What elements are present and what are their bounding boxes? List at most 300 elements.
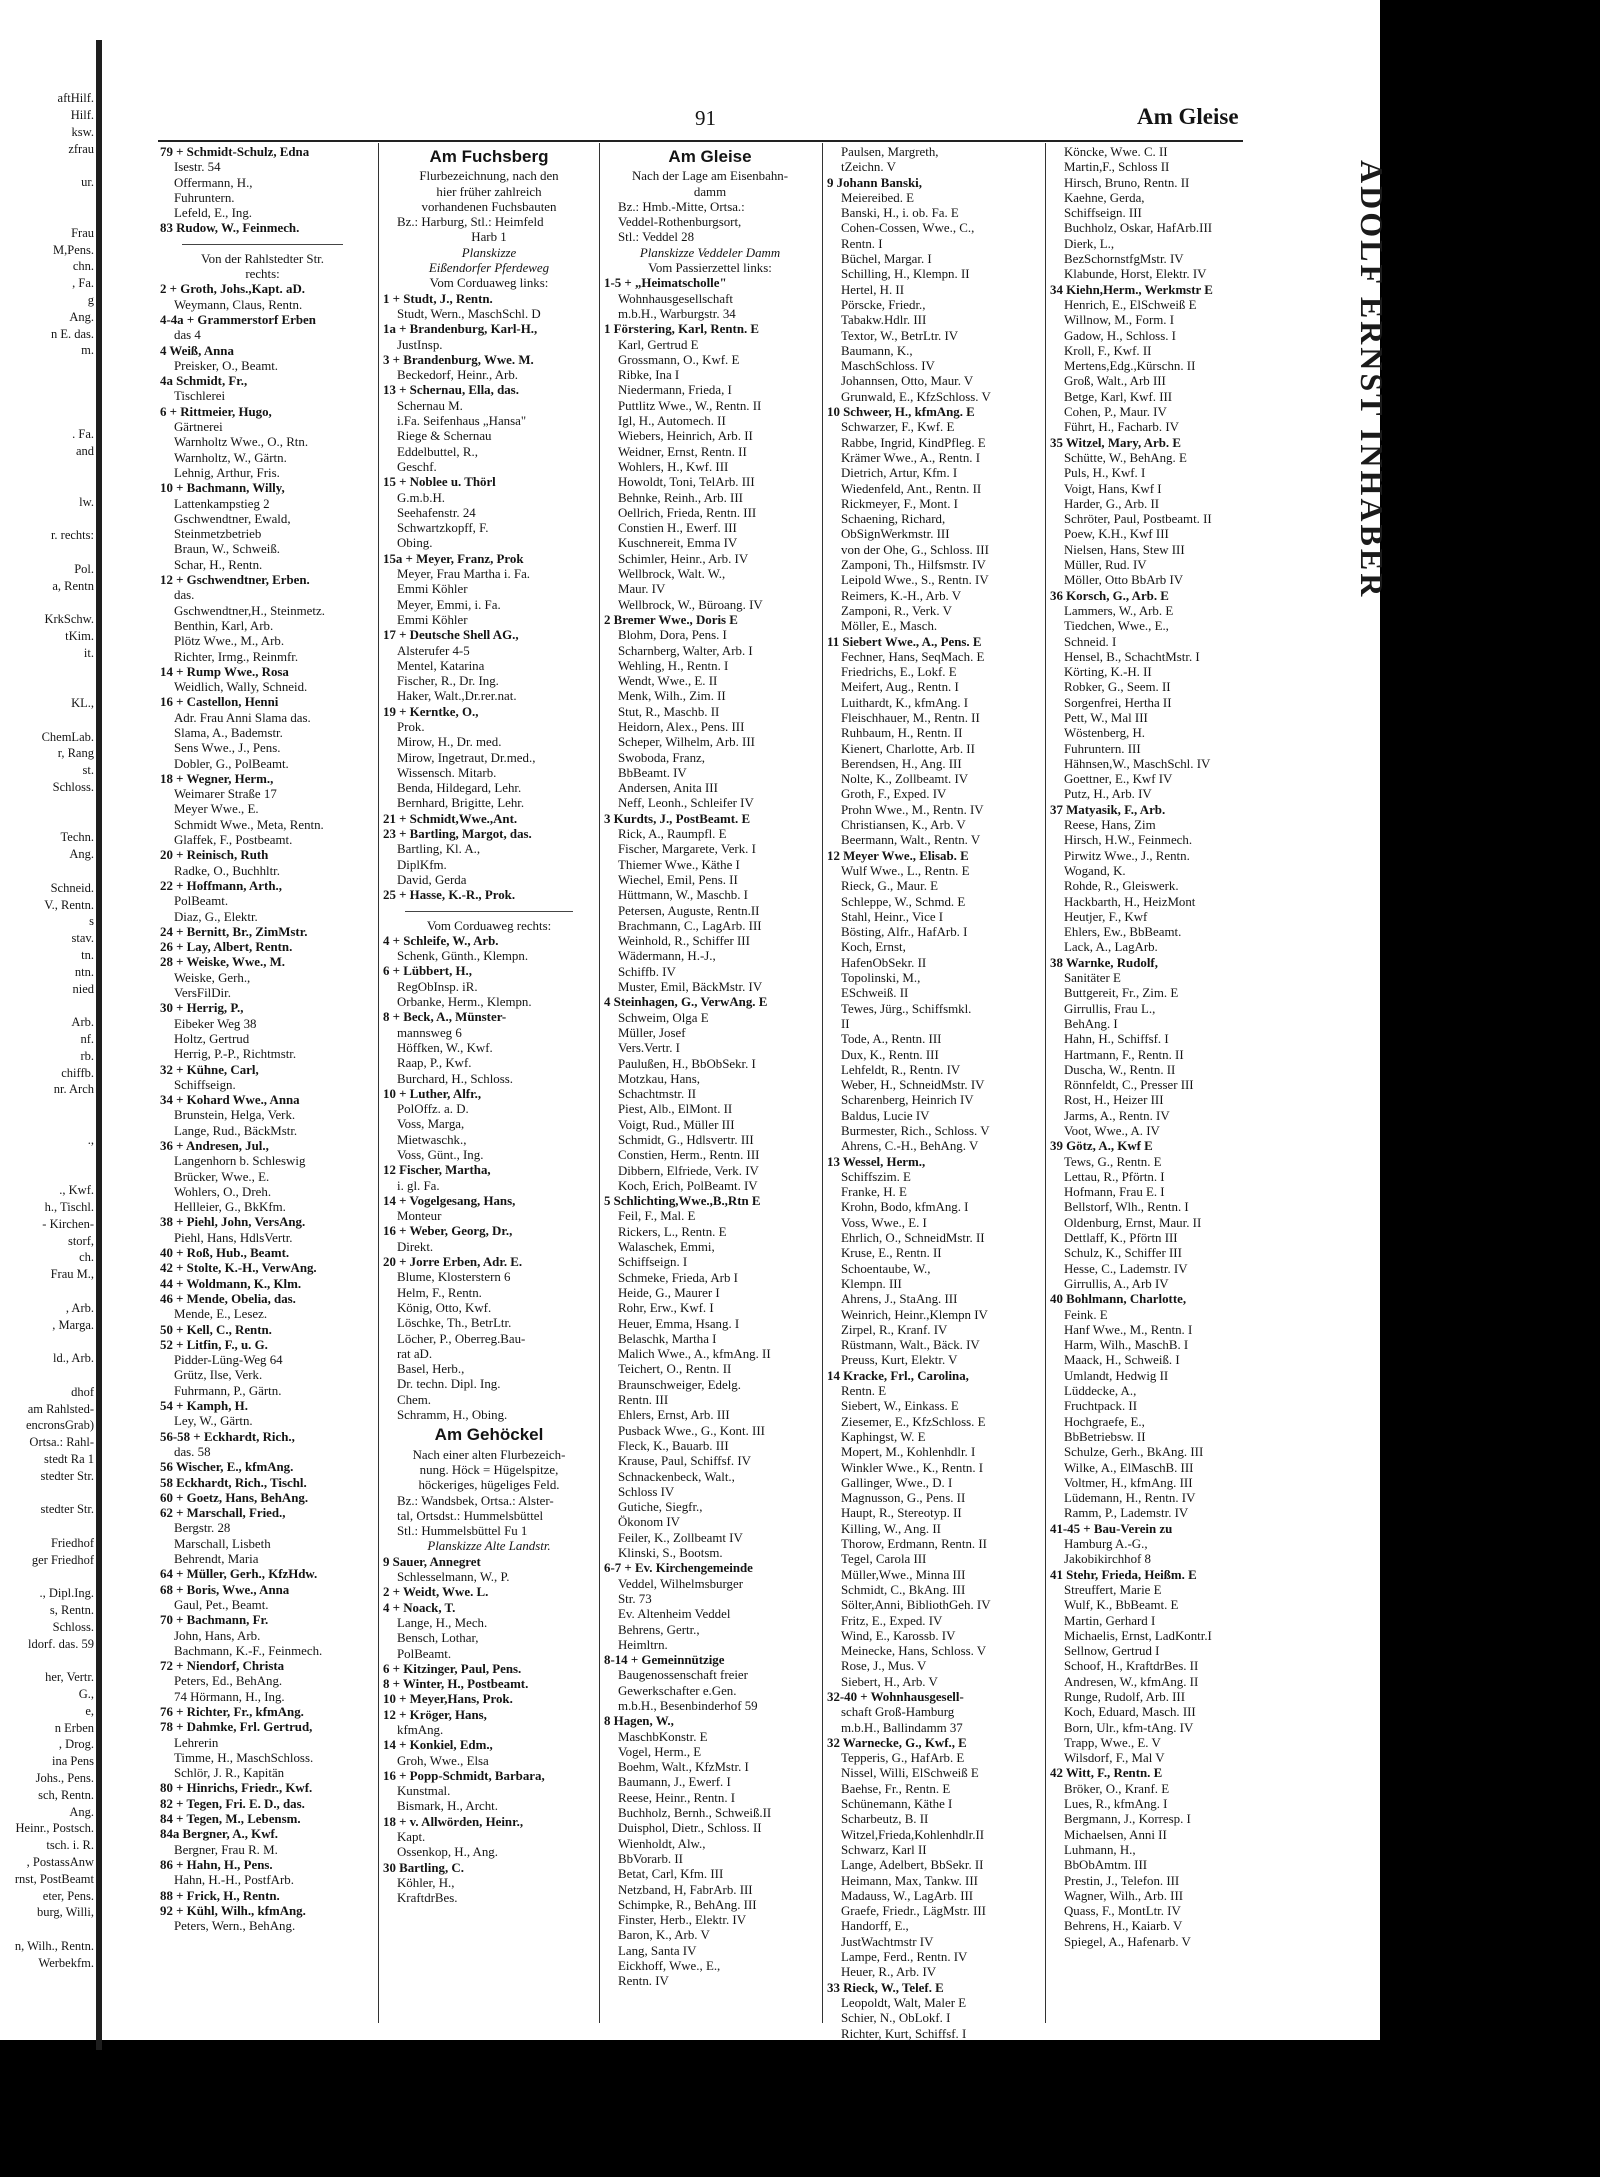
resident-line: Rost, H., Heizer III xyxy=(1064,1093,1164,1108)
strip-line: rb. xyxy=(80,1048,94,1063)
resident-line: Hellleier, G., BkKfm. xyxy=(174,1200,286,1215)
resident-line: Reese, Hans, Zim xyxy=(1064,818,1156,833)
resident-line: Müller,Wwe., Minna III xyxy=(841,1567,966,1582)
resident-line: Benthin, Karl, Arb. xyxy=(174,618,274,633)
house-entry: 52 + Litfin, F., u. G. xyxy=(160,1337,268,1352)
strip-line xyxy=(0,208,94,225)
resident-line: Vom Corduaweg links: xyxy=(429,276,549,291)
strip-line: Schneid. xyxy=(50,880,94,895)
strip-line xyxy=(0,158,94,175)
resident-line: Haupt, R., Stereotyp. II xyxy=(841,1506,962,1521)
resident-line: Heimltrn. xyxy=(618,1637,668,1652)
strip-line xyxy=(0,359,94,376)
resident-line: Heuer, R., Arb. IV xyxy=(841,1965,937,1980)
resident-line: Gschwendtner,H., Steinmetz. xyxy=(174,603,325,618)
resident-line: David, Gerda xyxy=(397,872,467,887)
resident-line: ESchweiß. II xyxy=(841,986,909,1001)
resident-line: Schwarzer, F., Kwf. E xyxy=(841,420,955,435)
resident-line: John, Hans, Arb. xyxy=(174,1628,261,1643)
resident-line: Hensel, B., SchachtMstr. I xyxy=(1064,649,1200,664)
resident-line: PolBeamt. xyxy=(174,894,229,909)
strip-line: and xyxy=(75,444,94,459)
resident-line: Piest, Alb., ElMont. II xyxy=(618,1102,733,1117)
resident-line: Thiemer Wwe., Käthe I xyxy=(618,857,740,872)
house-entry: 14 + Rump Wwe., Rosa xyxy=(160,664,289,679)
resident-line: Brachmann, C., LagArb. III xyxy=(618,918,762,933)
house-entry: 8 + Winter, H., Postbeamt. xyxy=(383,1677,529,1692)
resident-line: Ökonom IV xyxy=(618,1515,680,1530)
resident-line: Vom Passierzettel links: xyxy=(648,261,772,276)
house-entry: 12 + Kröger, Hans, xyxy=(383,1707,487,1722)
resident-line: Maur. IV xyxy=(618,582,666,597)
resident-line: Dierk, L., xyxy=(1064,236,1115,251)
resident-line: Schmidt, G., Hdlsvertr. III xyxy=(618,1133,754,1147)
resident-line: Stahl, Heinr., Vice I xyxy=(841,909,944,924)
resident-line: Harder, G., Arb. II xyxy=(1064,496,1160,511)
house-entry: 17 + Deutsche Shell AG., xyxy=(383,628,519,643)
resident-line: Preuss, Kurt, Elektr. V xyxy=(841,1353,958,1368)
resident-line: Rentn. I xyxy=(841,236,883,251)
running-head: Am Gleise xyxy=(1137,104,1239,129)
house-entry: 39 Götz, A., Kwf E xyxy=(1050,1139,1153,1154)
resident-line: damm xyxy=(693,184,727,199)
house-entry: 15 + Noblee u. Thörl xyxy=(383,475,496,490)
resident-line: Reimers, K.-H., Arb. V xyxy=(841,588,962,603)
resident-line: II xyxy=(841,1016,850,1031)
resident-line: Buchholz, Bernh., Schweiß.II xyxy=(618,1806,772,1821)
resident-line: Timme, H., MaschSchloss. xyxy=(174,1750,314,1765)
strip-line: nied xyxy=(72,981,94,996)
house-entry: 1a + Brandenburg, Karl-H., xyxy=(383,322,538,337)
resident-line: Lammers, W., Arb. E xyxy=(1064,603,1174,618)
house-entry: 18 + Wegner, Herm., xyxy=(160,771,274,786)
street-heading: Am Fuchsberg xyxy=(429,147,549,166)
resident-line: Thorow, Erdmann, Rentn. II xyxy=(841,1537,987,1552)
resident-line: Isestr. 54 xyxy=(174,160,221,175)
house-entry: 62 + Marschall, Fried., xyxy=(160,1506,286,1521)
resident-line: Lehfeldt, R., Rentn. IV xyxy=(841,1062,961,1077)
resident-line: Voigt, Hans, Kwf I xyxy=(1064,481,1162,496)
resident-line: Lack, A., LagArb. xyxy=(1064,940,1158,955)
house-entry: 16 + Castellon, Henni xyxy=(160,695,279,710)
strip-line xyxy=(0,393,94,410)
resident-line: Beermann, Walt., Rentn. V xyxy=(841,833,981,848)
resident-line: Heide, G., Maurer I xyxy=(618,1285,720,1300)
resident-line: Schiffseign. I xyxy=(618,1255,688,1270)
resident-line: Rabbe, Ingrid, KindPfleg. E xyxy=(841,435,986,450)
house-entry: 25 + Hasse, K.-R., Prok. xyxy=(383,888,516,903)
resident-line: Löcher, P., Oberreg.Bau- xyxy=(397,1331,526,1346)
strip-line xyxy=(0,1333,94,1350)
resident-line: Leipold Wwe., S., Rentn. IV xyxy=(841,573,989,588)
strip-line: am Rahlsted- xyxy=(27,1401,94,1416)
house-entry: 64 + Müller, Gerh., KfzHdw. xyxy=(160,1567,318,1582)
resident-line: Zamponi, R., Verk. V xyxy=(841,603,952,618)
resident-line: Pirwitz Wwe., J., Rentn. xyxy=(1064,848,1190,863)
strip-line: stedter Str. xyxy=(40,1502,94,1517)
house-entry: 79 + Schmidt-Schulz, Edna xyxy=(160,145,310,159)
house-entry: 32 Warnecke, G., Kwf., E xyxy=(827,1735,967,1750)
resident-line: Goettner, E., Kwf IV xyxy=(1064,772,1173,787)
resident-line: Friedrichs, E., Lokf. E xyxy=(841,665,957,680)
house-entry: 20 + Jorre Erben, Adr. E. xyxy=(383,1255,523,1270)
resident-line: Nissel, Willi, ElSchweiß E xyxy=(841,1766,979,1781)
resident-line: Ramm, P., Lademstr. IV xyxy=(1064,1506,1189,1521)
resident-line: Behrens, H., Kaiarb. V xyxy=(1064,1919,1183,1934)
resident-line: Swoboda, Franz, xyxy=(618,750,705,765)
resident-line: Höffken, W., Kwf. xyxy=(397,1040,493,1055)
resident-line: Wienholdt, Alw., xyxy=(618,1836,706,1851)
strip-line: encronsGrab) xyxy=(25,1418,94,1433)
resident-line: Zamponi, Th., Hilfsmstr. IV xyxy=(841,558,986,573)
resident-line: Feiler, K., Zollbeamt IV xyxy=(618,1530,743,1545)
resident-line: Bz.: Harburg, Stl.: Heimfeld xyxy=(397,215,544,230)
house-entry: 26 + Lay, Albert, Rentn. xyxy=(160,940,293,955)
strip-line: Werbekfm. xyxy=(38,1955,94,1970)
house-entry: 37 Matyasik, F., Arb. xyxy=(1050,802,1166,817)
strip-line: ur. xyxy=(81,175,94,190)
resident-line: Weymann, Claus, Rentn. xyxy=(174,297,303,312)
house-entry: 10 + Luther, Alfr., xyxy=(383,1086,482,1101)
resident-line: Veddel-Rothenburgsort, xyxy=(618,215,742,230)
resident-line: Heuer, Emma, Hsang. I xyxy=(618,1316,740,1331)
resident-line: rechts: xyxy=(245,267,280,282)
resident-line: Chem. xyxy=(397,1392,432,1407)
resident-line: Glaffek, F., Postbeamt. xyxy=(174,833,293,848)
strip-line: Techn. xyxy=(60,830,94,845)
resident-line: Bergmann, J., Korresp. I xyxy=(1064,1812,1191,1827)
strip-line: stedter Str. xyxy=(40,1468,94,1483)
strip-line xyxy=(0,1921,94,1938)
strip-line: a, Rentn xyxy=(52,578,94,593)
strip-line xyxy=(0,1653,94,1670)
house-entry: 78 + Dahmke, Frl. Gertrud, xyxy=(160,1720,313,1735)
house-entry: 13 Wessel, Herm., xyxy=(827,1154,926,1169)
strip-line xyxy=(0,544,94,561)
strip-line xyxy=(0,1149,94,1166)
resident-line: Ahrens, C.-H., BehAng. V xyxy=(841,1139,979,1154)
house-entry: 84a Bergner, A., Kwf. xyxy=(160,1827,279,1842)
resident-line: i.Fa. Seifenhaus „Hansa" xyxy=(397,414,527,429)
resident-line: Petersen, Auguste, Rentn.II xyxy=(618,903,760,918)
strip-line: ksw. xyxy=(71,124,94,139)
resident-line: Ehrlich, O., SchneidMstr. II xyxy=(841,1231,985,1246)
resident-line: Baugenossenschaft freier xyxy=(618,1668,748,1683)
strip-line: Ortsa.: Rahl- xyxy=(29,1435,94,1450)
resident-line: Rüstmann, Walt., Bäck. IV xyxy=(841,1338,980,1353)
house-entry: 12 Meyer Wwe., Elisab. E xyxy=(827,848,969,863)
house-entry: 16 + Weber, Georg, Dr., xyxy=(383,1224,513,1239)
resident-line: Constien, Herm., Rentn. III xyxy=(618,1148,760,1163)
resident-line: Pörscke, Friedr., xyxy=(841,297,926,312)
resident-line: Reese, Heinr., Rentn. I xyxy=(618,1790,736,1805)
resident-line: MaschbKonstr. E xyxy=(618,1729,708,1744)
resident-line: Paulsen, Margreth, xyxy=(841,145,939,159)
resident-line: Michaelis, Ernst, LadKontr.I xyxy=(1064,1628,1212,1643)
section-divider xyxy=(182,244,343,245)
resident-line: Heutjer, F., Kwf xyxy=(1064,909,1148,924)
resident-line: Nach einer alten Flurbezeich- xyxy=(412,1447,566,1462)
resident-line: Wehling, H., Rentn. I xyxy=(618,658,729,673)
strip-line: tn. xyxy=(81,948,94,963)
resident-line: Ehlers, Ew., BbBeamt. xyxy=(1064,925,1182,940)
resident-line: Weinrich, Heinr.,Klempn IV xyxy=(841,1307,988,1322)
strip-line: G., xyxy=(78,1687,94,1702)
resident-line: Tews, G., Rentn. E xyxy=(1064,1154,1162,1169)
house-entry: 4 Steinhagen, G., VerwAng. E xyxy=(604,995,768,1010)
strip-line: Heinr., Postsch. xyxy=(15,1821,94,1836)
house-entry: 4 Weiß, Anna xyxy=(160,343,234,358)
resident-line: Schütte, W., BehAng. E xyxy=(1064,450,1187,465)
house-entry: 60 + Goetz, Hans, BehAng. xyxy=(160,1490,309,1505)
resident-line: Meyer Wwe., E. xyxy=(174,802,259,817)
house-entry: 6 + Lübbert, H., xyxy=(383,964,472,979)
resident-line: Krause, Paul, Schiffsf. IV xyxy=(618,1454,751,1469)
resident-line: Bz.: Hmb.-Mitte, Ortsa.: xyxy=(618,199,745,214)
resident-line: Basel, Herb., xyxy=(397,1362,465,1377)
resident-line: Brücker, Wwe., E. xyxy=(174,1169,270,1184)
strip-line: it. xyxy=(83,645,94,660)
resident-line: Str. 73 xyxy=(618,1591,652,1606)
resident-line: Blohm, Dora, Pens. I xyxy=(618,628,727,643)
resident-line: Wiechel, Emil, Pens. II xyxy=(618,872,738,887)
resident-line: Fuhruntern. xyxy=(174,190,235,205)
column-5 xyxy=(1050,145,1250,2035)
strip-line: ch. xyxy=(79,1250,94,1265)
resident-line: schaft Groß-Hamburg xyxy=(841,1705,955,1720)
resident-line: Sanitäter E xyxy=(1064,971,1121,986)
strip-line xyxy=(0,1165,94,1182)
resident-line: Nach der Lage am Eisenbahn- xyxy=(631,169,789,184)
resident-line: Dobler, G., PolBeamt. xyxy=(174,756,289,771)
resident-line: DiplKfm. xyxy=(397,857,447,872)
resident-line: Veddel, Wilhelmsburger xyxy=(618,1576,744,1591)
resident-line: Dettlaff, K., Pförtn III xyxy=(1064,1231,1178,1246)
resident-line: Gutiche, Siegfr., xyxy=(618,1500,703,1515)
house-entry: 80 + Hinrichs, Friedr., Kwf. xyxy=(160,1781,313,1796)
resident-line: Emmi Köhler xyxy=(397,582,468,597)
strip-line: chn. xyxy=(72,259,94,274)
resident-line: Riege & Schernau xyxy=(397,429,492,444)
house-entry: 41-45 + Bau-Verein zu xyxy=(1050,1521,1173,1536)
strip-line: Schloss. xyxy=(52,780,94,795)
house-entry: 8 + Beck, A., Münster- xyxy=(383,1010,507,1025)
house-entry: 11 Siebert Wwe., A., Pens. E xyxy=(827,634,982,649)
resident-line: Girrullis, Frau L., xyxy=(1064,1001,1156,1016)
resident-line: Stl.: Veddel 28 xyxy=(618,230,695,245)
strip-line: lw. xyxy=(79,494,94,509)
house-entry: 1 + Studt, J., Rentn. xyxy=(383,291,493,306)
house-entry: 72 + Niendorf, Christa xyxy=(160,1659,285,1674)
column-2 xyxy=(383,145,595,2035)
strip-line: chiffb. xyxy=(61,1065,94,1080)
house-entry: 8-14 + Gemeinnützige xyxy=(604,1653,725,1668)
resident-line: Bergstr. 28 xyxy=(174,1521,231,1536)
house-entry: 6 + Kitzinger, Paul, Pens. xyxy=(383,1661,522,1676)
resident-line: Diaz, G., Elektr. xyxy=(174,909,258,924)
resident-line: Rickers, L., Rentn. E xyxy=(618,1224,727,1239)
resident-line: Witzel,Frieda,Kohlenhdlr.II xyxy=(841,1827,985,1842)
resident-line: Kroll, F., Kwf. II xyxy=(1064,343,1152,358)
strip-line: Johs., Pens. xyxy=(35,1771,94,1786)
resident-line: Netzband, H, FabrArb. III xyxy=(618,1882,753,1897)
resident-line: Schünemann, Käthe I xyxy=(841,1797,953,1812)
strip-line xyxy=(0,376,94,393)
resident-line: Helm, F., Rentn. xyxy=(397,1285,482,1300)
resident-line: JustInsp. xyxy=(397,337,443,352)
house-entry: 41 Stehr, Frieda, Heißm. E xyxy=(1050,1567,1197,1582)
resident-line: RegObInsp. iR. xyxy=(397,979,478,994)
resident-line: Lefeld, E., Ing. xyxy=(174,206,253,221)
house-entry: 54 + Kamph, H. xyxy=(160,1399,248,1414)
resident-line: Meyer, Emmi, i. Fa. xyxy=(397,597,501,612)
resident-line: Prestin, J., Telefon. III xyxy=(1064,1873,1180,1888)
strip-line: r, Rang xyxy=(57,746,94,761)
resident-line: Löschke, Th., BetrLtr. xyxy=(397,1316,512,1331)
resident-line: Luithardt, K., kfmAng. I xyxy=(841,695,969,710)
resident-line: Haker, Walt.,Dr.rer.nat. xyxy=(397,689,517,704)
resident-line: Runge, Rudolf, Arb. III xyxy=(1064,1689,1186,1704)
resident-line: Hirsch, H.W., Feinmech. xyxy=(1064,833,1193,848)
resident-line: Gschwendtner, Ewald, xyxy=(174,511,291,526)
book-gutter xyxy=(96,40,102,2050)
resident-line: Planskizze Veddeler Damm xyxy=(639,245,781,260)
strip-line: n, Wilh., Rentn. xyxy=(14,1939,94,1954)
strip-line: ., Dipl.Ing. xyxy=(39,1586,94,1601)
resident-line: Seehafenstr. 24 xyxy=(397,505,476,520)
strip-line xyxy=(0,460,94,477)
house-entry: 38 + Piehl, John, VersAng. xyxy=(160,1215,306,1230)
resident-line: Karl, Gertrud E xyxy=(618,337,699,352)
resident-line: Oellrich, Frieda, Rentn. III xyxy=(618,505,757,520)
resident-line: Eddelbuttel, R., xyxy=(397,444,478,459)
strip-line: , PostassAnw xyxy=(26,1855,94,1870)
resident-line: Gallinger, Wwe., D. I xyxy=(841,1475,953,1490)
resident-line: Wohlers, O., Dreh. xyxy=(174,1184,272,1199)
house-entry: 4-4a + Grammerstorf Erben xyxy=(160,312,316,327)
resident-line: Bachmann, K.-F., Feinmech. xyxy=(174,1643,323,1658)
resident-line: Schoof, H., KraftdrBes. II xyxy=(1064,1659,1199,1674)
house-entry: 14 + Konkiel, Edm., xyxy=(383,1738,493,1753)
resident-line: Eißendorfer Pferdeweg xyxy=(428,261,550,276)
resident-line: Duscha, W., Rentn. II xyxy=(1064,1062,1176,1077)
strip-line: . Fa. xyxy=(72,427,94,442)
resident-line: Gewerkschafter e.Gen. xyxy=(618,1683,737,1698)
strip-line xyxy=(0,191,94,208)
resident-line: Wilsdorf, F., Mal V xyxy=(1064,1751,1165,1766)
resident-line: Schachtmstr. II xyxy=(618,1087,697,1102)
strip-line: Hilf. xyxy=(70,108,94,123)
house-entry: 32 + Kühne, Carl, xyxy=(160,1062,259,1077)
strip-line xyxy=(0,1098,94,1115)
resident-line: das. xyxy=(174,588,195,603)
resident-line: Hertel, H. II xyxy=(841,282,904,297)
resident-line: Wohnhausgesellschaft xyxy=(618,291,733,306)
resident-line: Banski, H., i. ob. Fa. E xyxy=(841,206,959,221)
resident-line: Dibbern, Elfriede, Verk. IV xyxy=(618,1163,759,1178)
resident-line: Neff, Leonh., Schleifer IV xyxy=(618,796,754,811)
resident-line: Howoldt, Toni, TelArb. III xyxy=(618,475,755,490)
resident-line: Brunstein, Helga, Verk. xyxy=(174,1108,296,1123)
house-entry: 10 + Bachmann, Willy, xyxy=(160,481,285,496)
resident-line: BbBeamt. IV xyxy=(618,765,687,780)
house-entry: 40 Bohlmann, Charlotte, xyxy=(1050,1292,1187,1307)
strip-line: e, xyxy=(85,1703,94,1718)
resident-line: Baumann, K., xyxy=(841,343,913,358)
strip-line: storf, xyxy=(67,1233,94,1248)
house-entry: 56-58 + Eckhardt, Rich., xyxy=(160,1429,295,1444)
resident-line: Scheper, Wilhelm, Arb. III xyxy=(618,735,755,750)
resident-line: Vom Corduaweg rechts: xyxy=(426,918,552,933)
resident-line: Warnholtz Wwe., O., Rtn. xyxy=(174,435,309,450)
resident-line: das. 58 xyxy=(174,1444,211,1459)
resident-line: Oldenburg, Ernst, Maur. II xyxy=(1064,1215,1202,1230)
resident-line: Kunstmal. xyxy=(397,1784,451,1799)
resident-line: JustWachtmstr IV xyxy=(841,1934,934,1949)
resident-line: Luhmann, H., xyxy=(1064,1842,1136,1857)
resident-line: Bröker, O., Kranf. E xyxy=(1064,1781,1170,1796)
resident-line: Slama, A., Bademstr. xyxy=(174,725,283,740)
resident-line: Eibeker Weg 38 xyxy=(174,1016,257,1031)
column-4 xyxy=(827,145,1039,2041)
resident-line: König, Otto, Kwf. xyxy=(397,1300,492,1315)
strip-line: s, Rentn. xyxy=(49,1603,94,1618)
resident-line: Hanf Wwe., M., Rentn. I xyxy=(1064,1322,1193,1337)
resident-line: Behnke, Reinh., Arb. III xyxy=(618,490,743,505)
resident-line: Robker, G., Seem. II xyxy=(1064,680,1171,695)
resident-line: ObSignWerkmstr. III xyxy=(841,527,950,542)
strip-line: zfrau xyxy=(68,141,94,156)
resident-line: Boehm, Walt., KfzMstr. I xyxy=(618,1760,749,1775)
resident-line: Möller, Otto BbArb IV xyxy=(1064,573,1184,588)
resident-line: Bernhard, Brigitte, Lehr. xyxy=(397,796,525,811)
strip-line: Ang. xyxy=(69,309,94,324)
strip-line xyxy=(0,1569,94,1586)
resident-line: Schenk, Günth., Klempn. xyxy=(397,949,529,964)
resident-line: Schwarz, Karl II xyxy=(841,1842,927,1857)
strip-line: ina Pens xyxy=(51,1754,94,1769)
resident-line: Lüdemann, H., Rentn. IV xyxy=(1064,1491,1196,1506)
resident-line: Preisker, O., Beamt. xyxy=(174,358,279,373)
resident-line: Meiereibed. E xyxy=(841,190,915,205)
resident-line: Peters, Wern., BehAng. xyxy=(174,1919,296,1934)
resident-line: Voss, Wwe., E. I xyxy=(841,1215,927,1230)
resident-line: Bergner, Frau R. M. xyxy=(174,1842,278,1857)
resident-line: Mende, E., Lesez. xyxy=(174,1307,268,1322)
strip-line: burg, Willi, xyxy=(36,1905,94,1920)
resident-line: Puls, H., Kwf. I xyxy=(1064,466,1146,481)
resident-line: Finster, Herb., Elektr. IV xyxy=(618,1913,747,1928)
resident-line: Schweim, Olga E xyxy=(618,1010,709,1025)
resident-line: Weidner, Ernst, Rentn. II xyxy=(618,444,747,459)
resident-line: m.b.H., Ballindamm 37 xyxy=(841,1720,963,1735)
column-rule xyxy=(599,143,600,2023)
resident-line: Raap, P., Kwf. xyxy=(397,1056,472,1071)
house-entry: 28 + Weiske, Wwe., M. xyxy=(160,955,286,970)
resident-line: Beckedorf, Heinr., Arb. xyxy=(397,368,518,383)
resident-line: Muster, Emil, BäckMstr. IV xyxy=(618,980,763,995)
resident-line: Grunwald, E., KfzSchloss. V xyxy=(841,389,991,404)
resident-line: Schramm, H., Obing. xyxy=(397,1408,508,1423)
header-rule xyxy=(158,140,1243,142)
resident-line: Richter, Irmg., Reinmfr. xyxy=(174,649,299,664)
resident-line: höckeriges, hügeliges Feld. xyxy=(418,1478,560,1493)
resident-line: Holtz, Gertrud xyxy=(174,1031,250,1046)
resident-line: vorhandenen Fuchsbauten xyxy=(421,199,557,214)
resident-line: Umlandt, Hedwig II xyxy=(1064,1368,1169,1383)
resident-line: Planskizze Alte Landstr. xyxy=(427,1539,551,1554)
house-entry: 23 + Bartling, Margot, das. xyxy=(383,827,532,842)
